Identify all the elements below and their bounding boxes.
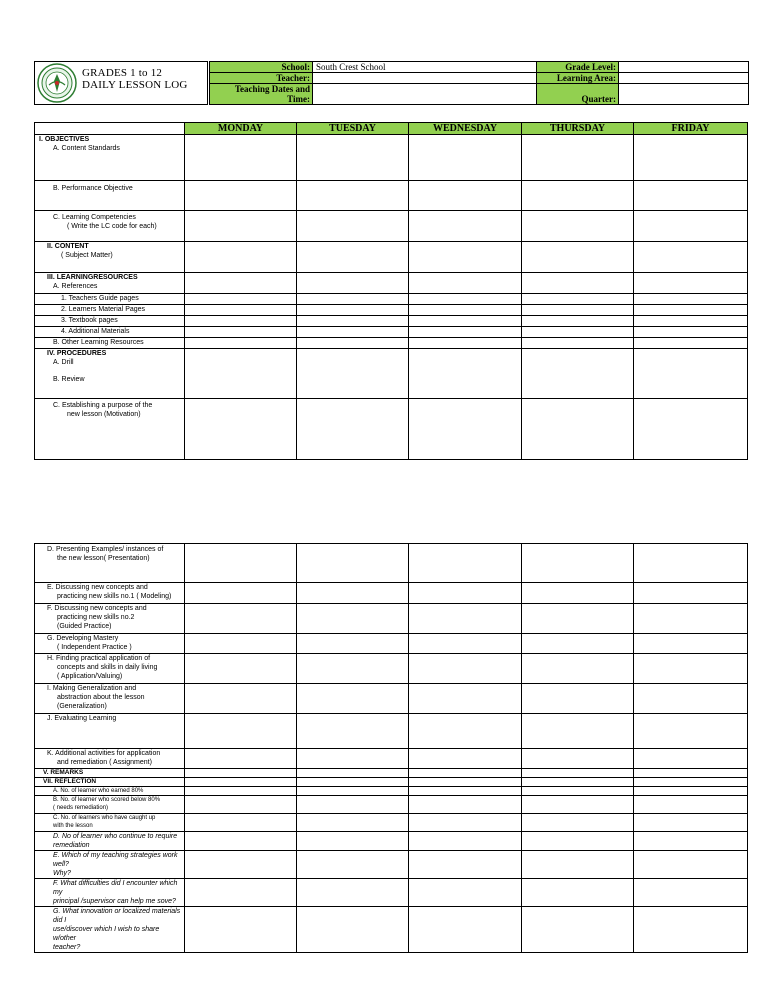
cell-thu[interactable] (522, 305, 634, 316)
content-heading: II. CONTENT (47, 243, 89, 250)
table-row (35, 211, 748, 242)
teaching-dates-label (210, 84, 313, 105)
discussing-concepts-2-label (35, 604, 185, 634)
cell-tue[interactable] (297, 583, 409, 604)
table-row (35, 769, 748, 778)
cell-tue[interactable] (297, 684, 409, 714)
dates-label-line-2: Time: (287, 94, 310, 104)
cell-thu[interactable] (522, 604, 634, 634)
cell-mon[interactable] (185, 544, 297, 583)
day-header-wednesday: WEDNESDAY (409, 123, 522, 135)
row-g-line-1: G. Developing Mastery (47, 635, 119, 642)
cell-thu[interactable] (522, 851, 634, 879)
cell-mon[interactable] (185, 879, 297, 907)
cell-tue[interactable] (297, 814, 409, 832)
cell-fri[interactable] (634, 544, 748, 583)
cell-tue[interactable] (297, 242, 409, 273)
cell-fri[interactable] (634, 338, 748, 349)
cell-mon[interactable] (185, 814, 297, 832)
cell-wed[interactable] (409, 907, 522, 953)
establishing-purpose-label (35, 399, 185, 460)
table-row (35, 796, 748, 814)
cell-mon[interactable] (185, 684, 297, 714)
cell-tue[interactable] (297, 211, 409, 242)
cell-tue[interactable] (297, 294, 409, 305)
cell-tue[interactable] (297, 305, 409, 316)
presenting-examples-label (35, 544, 185, 583)
table-row (35, 181, 748, 211)
remarks-label: V. REMARKS (35, 769, 185, 778)
cell-wed[interactable] (409, 851, 522, 879)
cell-mon[interactable] (185, 654, 297, 684)
reflection-g-line-2: use/discover which I wish to share w/other (53, 926, 160, 942)
cell-tue[interactable] (297, 749, 409, 769)
cell-mon[interactable] (185, 832, 297, 851)
grade-level-label: Grade Level: (537, 62, 619, 73)
lesson-log-table-part-2 (34, 543, 748, 953)
cell-thu[interactable] (522, 749, 634, 769)
references-label: A. References (53, 283, 98, 290)
table-row (35, 135, 748, 181)
cell-tue[interactable] (297, 399, 409, 460)
table-row (35, 242, 748, 273)
cell-wed[interactable] (409, 796, 522, 814)
cell-fri[interactable] (634, 714, 748, 749)
cell-thu[interactable] (522, 684, 634, 714)
cell-thu[interactable] (522, 583, 634, 604)
title-line-2: DAILY LESSON LOG (82, 79, 188, 91)
reflection-a-label: A. No. of learner who earned 80% (35, 787, 185, 796)
cell-wed[interactable] (409, 338, 522, 349)
cell-mon[interactable] (185, 349, 297, 399)
row-i-line-2: abstraction about the lesson (57, 694, 145, 701)
cell-thu[interactable] (522, 544, 634, 583)
day-header-monday: MONDAY (185, 123, 297, 135)
cell-fri[interactable] (634, 399, 748, 460)
cell-mon[interactable] (185, 135, 297, 181)
cell-tue[interactable] (297, 879, 409, 907)
cell-mon[interactable] (185, 242, 297, 273)
cell-mon[interactable] (185, 769, 297, 778)
cell-wed[interactable] (409, 769, 522, 778)
school-label: School: (210, 62, 313, 73)
cell-fri[interactable] (634, 273, 748, 294)
cell-tue[interactable] (297, 832, 409, 851)
table-row (35, 544, 748, 583)
cell-thu[interactable] (522, 327, 634, 338)
cell-fri[interactable] (634, 604, 748, 634)
cell-tue[interactable] (297, 796, 409, 814)
cell-mon[interactable] (185, 907, 297, 953)
row-f-line-3: (Guided Practice) (57, 623, 112, 630)
cell-tue[interactable] (297, 654, 409, 684)
cell-tue[interactable] (297, 273, 409, 294)
cell-tue[interactable] (297, 181, 409, 211)
cell-thu[interactable] (522, 349, 634, 399)
cell-fri[interactable] (634, 654, 748, 684)
cell-tue[interactable] (297, 787, 409, 796)
reflection-d-label (35, 832, 185, 851)
cell-wed[interactable] (409, 242, 522, 273)
cell-wed[interactable] (409, 778, 522, 787)
establishing-line-2: new lesson (Motivation) (67, 411, 141, 418)
grade-level-field[interactable] (619, 62, 749, 73)
reflection-d-line-2: remediation (53, 842, 90, 849)
establishing-line-1: C. Establishing a purpose of the (53, 402, 153, 409)
cell-wed[interactable] (409, 814, 522, 832)
table-row (35, 714, 748, 749)
cell-mon[interactable] (185, 305, 297, 316)
cell-mon[interactable] (185, 211, 297, 242)
cell-mon[interactable] (185, 294, 297, 305)
reflection-b-label (35, 796, 185, 814)
row-e-line-2: practicing new skills no.1 ( Modeling) (57, 593, 172, 600)
cell-mon[interactable] (185, 316, 297, 327)
cell-mon[interactable] (185, 714, 297, 749)
table-row (35, 604, 748, 634)
row-i-line-1: I. Making Generalization and (47, 685, 137, 692)
row-g-line-2: ( Independent Practice ) (57, 644, 132, 651)
cell-thu[interactable] (522, 634, 634, 654)
cell-thu[interactable] (522, 211, 634, 242)
cell-wed[interactable] (409, 135, 522, 181)
table-row (35, 832, 748, 851)
cell-tue[interactable] (297, 778, 409, 787)
cell-fri[interactable] (634, 583, 748, 604)
performance-objective-label: B. Performance Objective (35, 181, 185, 211)
cell-mon[interactable] (185, 634, 297, 654)
competencies-line-2: ( Write the LC code for each) (67, 223, 157, 230)
reflection-c-line-2: with the lesson (53, 823, 93, 829)
cell-fri[interactable] (634, 749, 748, 769)
cell-thu[interactable] (522, 879, 634, 907)
school-field[interactable]: South Crest School (313, 62, 537, 73)
table-row (35, 338, 748, 349)
cell-fri[interactable] (634, 294, 748, 305)
cell-fri[interactable] (634, 305, 748, 316)
content-standards-label: A. Content Standards (53, 145, 120, 152)
cell-tue[interactable] (297, 338, 409, 349)
cell-thu[interactable] (522, 814, 634, 832)
table-row (35, 778, 748, 787)
table-row (35, 907, 748, 953)
document-title (82, 67, 188, 91)
table-row (35, 634, 748, 654)
row-h-line-1: H. Finding practical application of (47, 655, 151, 662)
quarter-label: Quarter: (537, 84, 619, 105)
cell-thu[interactable] (522, 242, 634, 273)
row-h-line-2: concepts and skills in daily living (57, 664, 158, 671)
learning-competencies-label (35, 211, 185, 242)
cell-mon[interactable] (185, 778, 297, 787)
reflection-g-line-3: teacher? (53, 944, 81, 951)
table-row (35, 294, 748, 305)
cell-wed[interactable] (409, 327, 522, 338)
cell-fri[interactable] (634, 211, 748, 242)
row-k-line-2: and remediation ( Assignment) (57, 759, 152, 766)
cell-wed[interactable] (409, 634, 522, 654)
table-row (35, 349, 748, 399)
reflection-f-line-2: principal /supervisor can help me sove? (53, 898, 176, 905)
row-k-line-1: K. Additional activities for application (47, 750, 161, 757)
cell-fri[interactable] (634, 349, 748, 399)
cell-wed[interactable] (409, 544, 522, 583)
table-row (35, 273, 748, 294)
cell-mon[interactable] (185, 583, 297, 604)
teaching-dates-field[interactable] (313, 84, 537, 105)
cell-mon[interactable] (185, 273, 297, 294)
lesson-log-table-part-1 (34, 122, 748, 460)
cell-fri[interactable] (634, 181, 748, 211)
cell-thu[interactable] (522, 832, 634, 851)
cell-wed[interactable] (409, 832, 522, 851)
row-d-line-2: the new lesson( Presentation) (57, 555, 150, 562)
row-h-line-3: ( Application/Valuing) (57, 673, 123, 680)
textbook-pages-label: 3. Textbook pages (35, 316, 185, 327)
cell-fri[interactable] (634, 769, 748, 778)
cell-tue[interactable] (297, 327, 409, 338)
cell-fri[interactable] (634, 851, 748, 879)
cell-thu[interactable] (522, 399, 634, 460)
reflection-c-line-1: C. No. of learners who have caught up (53, 815, 156, 821)
table-row (35, 316, 748, 327)
cell-fri[interactable] (634, 634, 748, 654)
row-label-objectives (35, 135, 185, 181)
procedures-heading: IV. PROCEDURES (47, 350, 107, 357)
cell-mon[interactable] (185, 181, 297, 211)
reflection-e-line-2: Why? (53, 870, 71, 877)
discussing-concepts-1-label (35, 583, 185, 604)
reflection-e-line-1: E. Which of my teaching strategies work well? (53, 852, 178, 868)
cell-thu[interactable] (522, 769, 634, 778)
drill-label: A. Drill (53, 359, 74, 366)
table-row (35, 787, 748, 796)
learning-area-label: Learning Area: (537, 73, 619, 84)
cell-thu[interactable] (522, 181, 634, 211)
cell-wed[interactable] (409, 399, 522, 460)
cell-fri[interactable] (634, 796, 748, 814)
cell-tue[interactable] (297, 907, 409, 953)
cell-tue[interactable] (297, 714, 409, 749)
learning-resources-label (35, 273, 185, 294)
cell-wed[interactable] (409, 714, 522, 749)
other-resources-label: B. Other Learning Resources (35, 338, 185, 349)
cell-mon[interactable] (185, 327, 297, 338)
table-row (35, 879, 748, 907)
table-row (35, 399, 748, 460)
cell-mon[interactable] (185, 338, 297, 349)
learning-area-field[interactable] (619, 73, 749, 84)
cell-mon[interactable] (185, 851, 297, 879)
cell-wed[interactable] (409, 583, 522, 604)
cell-mon[interactable] (185, 604, 297, 634)
table-row (35, 851, 748, 879)
cell-wed[interactable] (409, 604, 522, 634)
cell-thu[interactable] (522, 135, 634, 181)
cell-wed[interactable] (409, 305, 522, 316)
table-row (35, 749, 748, 769)
cell-fri[interactable] (634, 787, 748, 796)
additional-materials-label: 4. Additional Materials (35, 327, 185, 338)
cell-wed[interactable] (409, 654, 522, 684)
reflection-d-line-1: D. No of learner who continue to require (53, 833, 178, 840)
cell-fri[interactable] (634, 814, 748, 832)
learners-material-label: 2. Learners Material Pages (35, 305, 185, 316)
table-row (35, 305, 748, 316)
row-f-line-2: practicing new skills no.2 (57, 614, 135, 621)
cell-mon[interactable] (185, 749, 297, 769)
cell-thu[interactable] (522, 654, 634, 684)
cell-thu[interactable] (522, 338, 634, 349)
cell-wed[interactable] (409, 211, 522, 242)
day-header-friday: FRIDAY (634, 123, 748, 135)
cell-thu[interactable] (522, 316, 634, 327)
school-seal-icon (37, 63, 77, 103)
table-row (35, 327, 748, 338)
resources-heading: III. LEARNINGRESOURCES (47, 274, 138, 281)
objectives-heading: I. OBJECTIVES (39, 136, 90, 143)
cell-wed[interactable] (409, 879, 522, 907)
reflection-b-line-2: ( needs remediation) (53, 805, 109, 811)
developing-mastery-label (35, 634, 185, 654)
cell-wed[interactable] (409, 294, 522, 305)
cell-fri[interactable] (634, 327, 748, 338)
teachers-guide-label: 1. Teachers Guide pages (35, 294, 185, 305)
cell-thu[interactable] (522, 778, 634, 787)
procedures-label (35, 349, 185, 399)
additional-activities-label (35, 749, 185, 769)
row-d-line-1: D. Presenting Examples/ instances of (47, 546, 164, 553)
cell-thu[interactable] (522, 273, 634, 294)
cell-mon[interactable] (185, 796, 297, 814)
table-row (35, 654, 748, 684)
practical-application-label (35, 654, 185, 684)
cell-tue[interactable] (297, 135, 409, 181)
corner-cell (35, 123, 185, 135)
table-row (35, 583, 748, 604)
reflection-b-line-1: B. No. of learner who scored below 80% (53, 797, 161, 803)
review-label: B. Review (53, 376, 85, 383)
generalization-label (35, 684, 185, 714)
cell-fri[interactable] (634, 778, 748, 787)
cell-tue[interactable] (297, 634, 409, 654)
cell-tue[interactable] (297, 851, 409, 879)
cell-tue[interactable] (297, 316, 409, 327)
cell-tue[interactable] (297, 544, 409, 583)
row-e-line-1: E. Discussing new concepts and (47, 584, 148, 591)
cell-thu[interactable] (522, 787, 634, 796)
cell-fri[interactable] (634, 907, 748, 953)
cell-mon[interactable] (185, 787, 297, 796)
day-header-tuesday: TUESDAY (297, 123, 409, 135)
cell-thu[interactable] (522, 294, 634, 305)
cell-wed[interactable] (409, 684, 522, 714)
reflection-f-line-1: F. What difficulties did I encounter which my (53, 880, 178, 896)
content-label (35, 242, 185, 273)
cell-fri[interactable] (634, 242, 748, 273)
competencies-line-1: C. Learning Competencies (53, 214, 136, 221)
title-line-1: GRADES 1 to 12 (82, 67, 163, 79)
cell-fri[interactable] (634, 684, 748, 714)
reflection-e-label (35, 851, 185, 879)
dates-label-line-1: Teaching Dates and (234, 84, 310, 94)
cell-fri[interactable] (634, 135, 748, 181)
cell-fri[interactable] (634, 879, 748, 907)
cell-tue[interactable] (297, 769, 409, 778)
day-header-thursday: THURSDAY (522, 123, 634, 135)
cell-thu[interactable] (522, 907, 634, 953)
cell-wed[interactable] (409, 749, 522, 769)
cell-mon[interactable] (185, 399, 297, 460)
cell-wed[interactable] (409, 273, 522, 294)
row-f-line-1: F. Discussing new concepts and (47, 605, 147, 612)
cell-tue[interactable] (297, 349, 409, 399)
header-info-table (209, 61, 749, 105)
cell-wed[interactable] (409, 316, 522, 327)
subject-matter-label: ( Subject Matter) (61, 252, 113, 259)
cell-wed[interactable] (409, 181, 522, 211)
cell-fri[interactable] (634, 832, 748, 851)
cell-thu[interactable] (522, 714, 634, 749)
row-i-line-3: (Generalization) (57, 703, 107, 710)
teacher-field[interactable] (313, 73, 537, 84)
cell-tue[interactable] (297, 604, 409, 634)
cell-thu[interactable] (522, 796, 634, 814)
reflection-f-label (35, 879, 185, 907)
cell-wed[interactable] (409, 787, 522, 796)
quarter-field[interactable] (619, 84, 749, 105)
cell-wed[interactable] (409, 349, 522, 399)
evaluating-learning-label: J. Evaluating Learning (35, 714, 185, 749)
table-row (35, 814, 748, 832)
cell-fri[interactable] (634, 316, 748, 327)
teacher-label: Teacher: (210, 73, 313, 84)
table-row (35, 684, 748, 714)
reflection-g-line-1: G. What innovation or localized materials did I (53, 908, 181, 924)
reflection-c-label (35, 814, 185, 832)
reflection-g-label (35, 907, 185, 953)
reflection-label: VII. REFLECTION (35, 778, 185, 787)
